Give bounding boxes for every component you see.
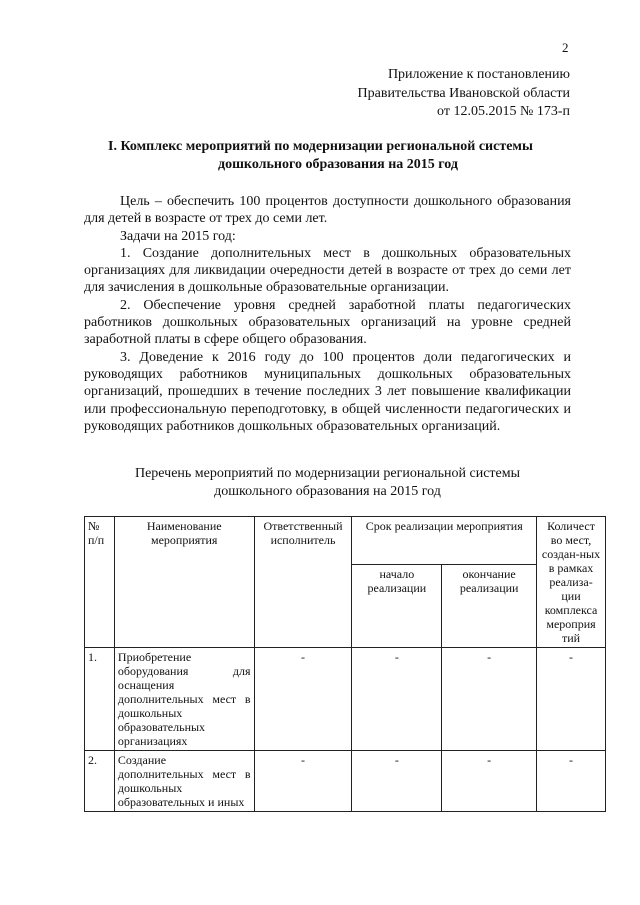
header-end: окончание реализации	[442, 564, 537, 647]
row-num: 2.	[85, 751, 115, 812]
row-num: 1.	[85, 648, 115, 751]
header-name: Наименование мероприятия	[114, 517, 254, 648]
paragraph-task-3: 3. Доведение к 2016 году до 100 процентов доли педагогических и руководящих работников муниципальных дошкольных образовательных организаций, прошедших в течение последних 3 лет повышение квалификации или профессиональную переподготовку, в общей численности педагогических и руководящих работников дошкольных образовательных организаций.	[84, 349, 571, 434]
header-num: № п/п	[85, 517, 115, 648]
row-count: -	[537, 751, 606, 812]
list-title-line-2: дошкольного образования на 2015 год	[214, 483, 441, 499]
row-responsible: -	[254, 751, 352, 812]
paragraph-task-2: 2. Обеспечение уровня средней заработной платы педагогических работников дошкольных образовательных организаций на уровне средней заработной платы в сфере общего образования.	[84, 297, 571, 348]
row-responsible: -	[254, 648, 352, 751]
table-header-row	[85, 517, 606, 565]
row-name: Создание дополнительных мест в дошкольных образовательных и иных	[114, 751, 254, 812]
table-row	[85, 751, 606, 812]
measures-table	[84, 516, 606, 812]
header-start: начало реализации	[352, 564, 442, 647]
row-count: -	[537, 648, 606, 751]
approval-block	[270, 66, 570, 122]
list-title	[84, 465, 571, 500]
row-start: -	[352, 648, 442, 751]
paragraph-tasks-heading: Задачи на 2015 год:	[120, 228, 236, 244]
list-title-line-1: Перечень мероприятий по модернизации региональной системы	[134, 466, 521, 481]
header-responsible: Ответственный исполнитель	[254, 517, 352, 648]
paragraph-task-1: 1. Создание дополнительных мест в дошкольных образовательных организациях для ликвидации очередности детей в возрасте от трех до семи лет для зачисления в дошкольные образовательные организации.	[84, 245, 571, 296]
section-heading-line-2: дошкольного образования на 2015 год	[218, 157, 458, 172]
body-text	[84, 193, 571, 435]
approval-line-1: Приложение к постановлению	[387, 67, 570, 82]
page-number: 2	[562, 40, 569, 55]
header-count: Количест во мест, создан-ных в рамках реализа-ции комплекса мероприя тий	[537, 517, 606, 648]
row-end: -	[442, 751, 537, 812]
row-start: -	[352, 751, 442, 812]
section-heading-line-1: I. Комплекс мероприятий по модернизации региональной системы	[108, 139, 533, 154]
header-period: Срок реализации мероприятия	[352, 517, 537, 565]
row-end: -	[442, 648, 537, 751]
approval-line-2: Правительства Ивановской области	[357, 85, 570, 101]
section-heading	[100, 138, 576, 174]
approval-line-3: от 12.05.2015 № 173-п	[437, 104, 570, 119]
table-row	[85, 648, 606, 751]
paragraph-goal: Цель – обеспечить 100 процентов доступности дошкольного образования для детей в возрасте от трех до семи лет.	[84, 194, 571, 227]
row-name: Приобретение оборудования для оснащения дополнительных мест в дошкольных образовательных организациях	[114, 648, 254, 751]
